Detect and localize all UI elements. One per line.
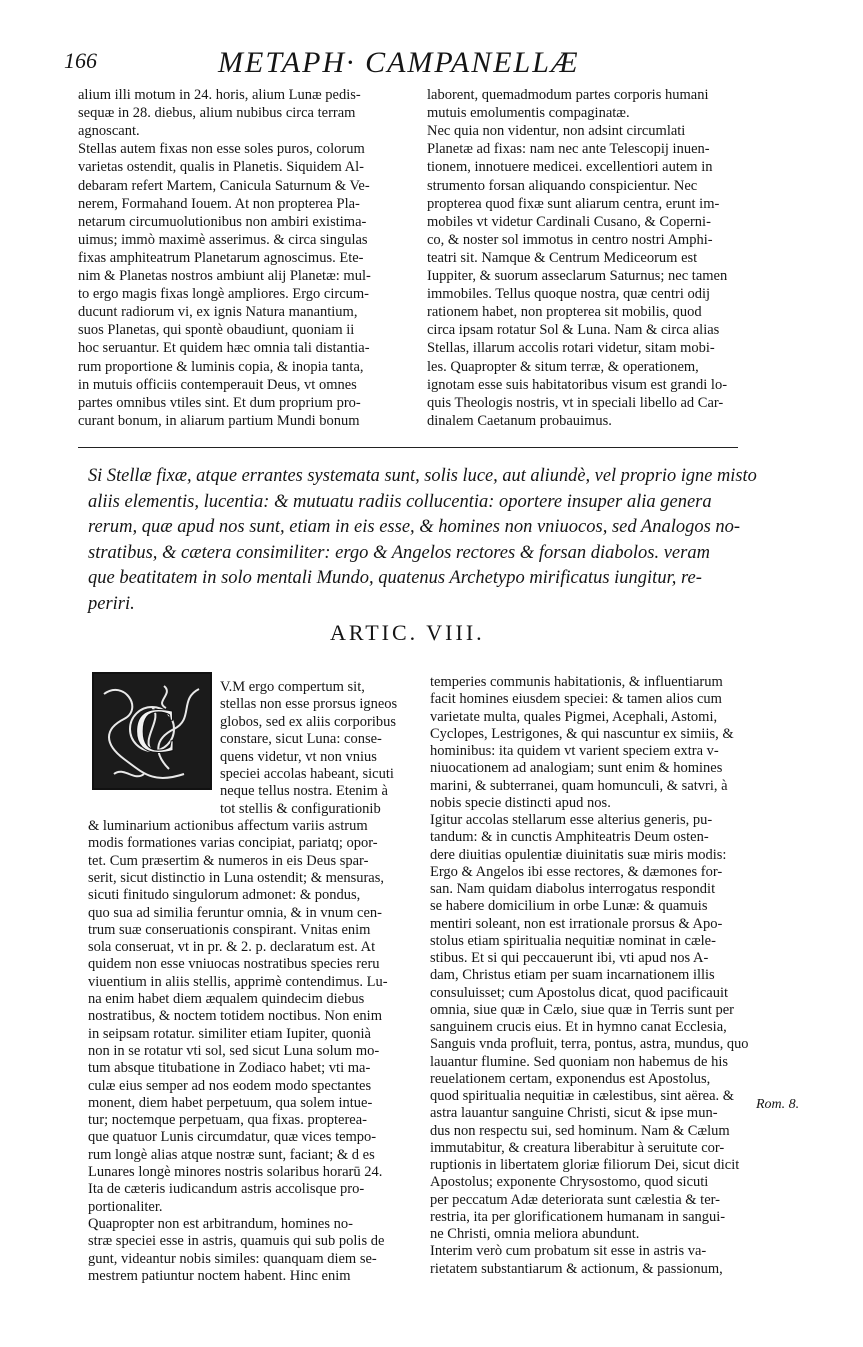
bottom-right-column-line: niuocationem ad analogiam; sunt enim & homines [430, 760, 723, 777]
top-left-column-line: nim & Planetas nostros ambiunt alij Planetæ: mul- [78, 268, 371, 284]
bottom-right-column-line: lauantur flumine. Sed quoniam non habemus de his [430, 1053, 729, 1070]
bottom-right-column-line: astra lauantur sanguine Christi, sicut & ipse mun- [430, 1105, 718, 1122]
article-heading: ARTIC. VIII. [330, 620, 485, 645]
top-left-column-line: in mutuis officiis contemperauit Deus, vt omnes [78, 376, 357, 393]
bottom-right-column-line: Apostolus; exponente Chrysostomo, quod sicuti [430, 1174, 709, 1191]
summary-line: que beatitatem in solo mentali Mundo, quatenus Archetypo mirificatus iungitur, re- [88, 568, 702, 589]
bottom-left-column-line: culæ eius semper ad nos eodem modo spectantes [88, 1077, 372, 1094]
bottom-right-column-line: stibus. Et si qui peccauerunt ibi, vti apud nos A- [430, 950, 709, 966]
top-right-column-line: quis Theologis nostris, vt in speciali libello ad Car- [427, 394, 724, 411]
top-left-column-line: uimus; immò maximè asserimus. & circa singulas [78, 231, 368, 248]
bottom-right-column-line: Cyclopes, Lestrigones, & qui nascuntur ex simiis, & [430, 725, 734, 742]
bottom-right-column-line: temperies communis habitationis, & influentiarum [430, 674, 723, 690]
bottom-left-column-line: trum suæ conseruationis conspirant. Vnitas enim [88, 921, 371, 938]
running-title: METAPH· CAMPANELLÆ [218, 46, 580, 79]
bottom-right-column-line: Interim verò cum probatum sit esse in astris va- [430, 1243, 707, 1260]
bottom-left-column-line: tum absque titubatione in Zodiaco habet; vti ma- [88, 1060, 371, 1077]
bottom-right-column-line: ne Christi, omnia meliora abundunt. [430, 1226, 640, 1242]
page-number: 166 [64, 48, 97, 73]
bottom-left-column-line: quo sua ad similia feruntur omnia, & in vnum cen- [88, 904, 382, 921]
bottom-right-column-line: hominibus: ita quidem vt varient speciem extra v- [430, 743, 719, 759]
top-left-column-line: partes omnibus vtiles sint. Et dum proprium pro- [78, 394, 361, 411]
bottom-right-column-line: dus non respectu sui, sed hominum. Nam & Cælum [430, 1122, 730, 1139]
bottom-left-column-line: in seipsam rotatur. similiter etiam Iupiter, quonià [88, 1025, 371, 1042]
bottom-left-column-line: na enim habet diem æqualem quindecim diebus [88, 991, 365, 1007]
bottom-right-column-line: dam, Christus etiam per suam incarnationem illis [430, 967, 715, 984]
bottom-right-column-line: sanguinem crucis eius. Et in hymno canat Ecclesia, [430, 1019, 727, 1035]
top-right-column-line: Stellas, illarum accolis rotari videtur, sitam mobi- [427, 340, 715, 357]
bottom-left-column-line: Quapropter non est arbitrandum, homines no- [88, 1215, 353, 1232]
summary-line: rerum, quæ apud nos sunt, etiam in eis esse, & homines non vniuocos, sed Analogos no- [88, 517, 741, 538]
summary-line: Si Stellæ fixæ, atque errantes systemata sunt, solis luce, aut aliundè, vel proprio igne misto [88, 466, 757, 486]
top-right-column-line: Planetæ ad fixas: nam nec ante Telescopij inuen- [427, 141, 710, 158]
bottom-left-column-line: Ita de cæteris iudicandum astris accolisque pro- [88, 1181, 365, 1198]
bottom-left-column-line: serit, sicut distinctio in Luna ostendit; & mensuras, [88, 869, 385, 886]
top-right-column-line: mobiles vt videtur Cardinali Cusano, & Coperni- [427, 213, 711, 230]
bottom-left-column-line: tet. Cum præsertim & numeros in eis Deus spar- [88, 852, 369, 869]
bottom-right-column-line: facit homines eiusdem speciei: & tamen alios cum [430, 691, 722, 708]
bottom-left-column-beside-initial-line: speciei accolas habeant, sicuti [220, 766, 394, 782]
bottom-right-column-line: per peccatum Adæ deteriorata sunt cælestia & ter- [430, 1191, 721, 1208]
top-right-column-line: strumento forsan aliquando conspicientur. Nec [427, 177, 698, 194]
decorated-initial-letter [92, 672, 212, 790]
bottom-left-column-beside-initial-line: V.M ergo compertum sit, [220, 679, 365, 695]
bottom-left-column-line: monent, diem habet perpetuum, qua solem intue- [88, 1094, 373, 1111]
bottom-left-column-line: sola conseruat, vt in pr. & 2. p. declaratum est. At [88, 939, 376, 956]
section-divider [78, 447, 738, 448]
top-left-column-line: agnoscant. [78, 123, 140, 140]
top-left-column-line: curant bonum, in aliarum partium Mundi bonum [78, 412, 360, 429]
margin-reference: Rom. 8. [756, 1097, 800, 1112]
bottom-left-column-line: modis formationes varias concipiat, pariatq; opor- [88, 835, 378, 852]
bottom-right-column-line: Igitur accolas stellarum esse alterius generis, pu- [430, 812, 713, 828]
top-right-column-line: co, & noster sol immotus in centro nostri Amphi- [427, 231, 713, 248]
summary-line: aliis elementis, lucentia: & mutuatu radiis collucentia: oportere insuper alia genera [88, 491, 712, 512]
bottom-right-column-line: reuelationem certam, exponendus est Apostolus, [430, 1070, 711, 1087]
top-left-column-line: to ergo magis fixas longè ampliores. Ergo circum- [78, 286, 370, 303]
summary-line: stratibus, & cætera consimiliter: ergo & Angelos rectores & forsan diabolos. veram [88, 542, 710, 563]
bottom-left-column-line: stræ speciei esse in astris, quamuis qui sub polis de [88, 1233, 385, 1250]
top-left-column-line: ducunt radiorum vi, ex ignis Natura manantium, [78, 304, 358, 321]
bottom-left-column-line: gunt, videantur nobis similes: quanquam diem se- [88, 1250, 377, 1267]
bottom-right-column-line: stolus etiam spiritualia nequitiæ nominat in cæle- [430, 932, 716, 949]
top-right-column-line: circa ipsam rotatur Sol & Luna. Nam & circa alias [427, 322, 720, 339]
bottom-left-column-line: Lunares longè minores nostris solaribus horarū 24. [88, 1164, 383, 1180]
floral-initial-ornament [94, 674, 212, 790]
top-right-column-line: laborent, quemadmodum partes corporis humani [427, 87, 709, 103]
bottom-right-column-line: omnia, siue quæ in Cælo, siue quæ in Terris sunt per [430, 1001, 735, 1018]
bottom-right-column-line: rietatem substantiarum & actionum, & passionum, [430, 1260, 723, 1277]
bottom-left-column-line: nostratibus, & noctem totidem noctibus. Non enim [88, 1008, 382, 1025]
bottom-left-column-line: portionaliter. [88, 1198, 163, 1215]
top-left-column-line: rum proportione & luminis copia, & inopia tanta, [78, 358, 364, 375]
bottom-right-column-line: se habere domicilium in orbe Lunæ: & quamuis [430, 898, 708, 915]
bottom-left-column-line: quidem non esse vniuocas nostratibus species reru [88, 956, 380, 973]
top-right-column-line: les. Quapropter & situm terræ, & operationem, [427, 358, 699, 375]
top-right-column-line: ignotam esse suis habitatoribus visum est grandi lo- [427, 376, 728, 393]
bottom-right-column-line: Ergo & Angelos ibi esse rectores, & dæmones for- [430, 863, 723, 880]
bottom-right-column-line: ruptionis in libertatem gloriæ filiorum Dei, sicut dicit [430, 1157, 740, 1173]
bottom-right-column-line: san. Nam quidam diabolus interrogatus respondit [430, 881, 716, 897]
bottom-left-column-beside-initial-line: globos, sed ex aliis corporibus [220, 713, 396, 730]
summary-line: periri. [88, 594, 135, 614]
bottom-right-column-line: marini, & subterranei, quam homunculi, & satvri, à [430, 777, 728, 794]
bottom-right-column-line: immutabitur, & creatura liberabitur à seruitute cor- [430, 1139, 725, 1156]
bottom-left-column-line: mestrem patiuntur noctem habent. Hinc enim [88, 1267, 351, 1284]
top-right-column-line: Iuppiter, & suorum asseclarum Saturnus; nec tamen [427, 268, 728, 284]
bottom-right-column-line: nobis specie distincti apud nos. [430, 794, 611, 811]
top-left-column-line: netarum circumuolutionibus non ambiri existima- [78, 213, 367, 230]
bottom-right-column-line: quod spiritualia nequitiæ in cælestibus, sint aërea. & [430, 1088, 735, 1104]
bottom-left-column-line: viuentium in aliis stellis, apprimè contendimus. Lu- [88, 973, 388, 990]
bottom-left-column-beside-initial-line: stellas non esse prorsus igneos [220, 696, 398, 713]
top-left-column-line: debaram refert Martem, Canicula Saturnum & Ve- [78, 177, 370, 194]
top-right-column-line: mutuis emolumentis compaginatæ. [427, 105, 630, 122]
bottom-right-column-line: dere diuitias opulentiæ diuinitatis suæ miris modis: [430, 846, 727, 863]
top-right-column-line: immobiles. Tellus quoque nostra, quæ centri odij [427, 286, 711, 303]
top-right-column-line: Nec quia non videntur, non adsint circumlati [427, 123, 686, 140]
bottom-left-column-beside-initial-line: quens videtur, vt non vnius [220, 748, 377, 765]
bottom-right-column-line: varietate multa, quales Pigmei, Acephali, Astomi, [430, 708, 718, 725]
top-left-column-line: varietas ostendit, qualis in Planetis. Siquidem Al- [78, 159, 364, 176]
bottom-left-column-line: sicuti finitudo singulorum admonet: & pondus, [88, 887, 361, 904]
top-left-column-line: Stellas autem fixas non esse soles puros, colorum [78, 141, 365, 158]
bottom-left-column-line: non in se rotatur vti sol, sed sicut Luna solum mo- [88, 1042, 380, 1059]
bottom-right-column-line: tandum: & in cunctis Amphiteatris Deum osten- [430, 829, 709, 846]
top-right-column-line: propterea quod fixæ sunt aliarum centra, erunt im- [427, 195, 720, 212]
top-left-column-line: nerem, Formahand Iouem. At non propterea Pla- [78, 195, 360, 212]
bottom-left-column-beside-initial-line: constare, sicut Luna: conse- [220, 731, 382, 748]
top-left-column-line: fixas amphiteatrum Planetarum agnoscimus. Ete- [78, 249, 364, 266]
bottom-left-column-line: & luminarium actionibus affectum variis astrum [88, 818, 368, 834]
top-left-column-line: sequæ in 28. diebus, alium nubibus circa terram [78, 105, 356, 122]
top-right-column-line: dinalem Caetanum probauimus. [427, 412, 612, 429]
top-left-column-line: hoc seruantur. Et quidem hæc omnia tali distantia- [78, 340, 370, 357]
bottom-left-column-beside-initial-line: neque tellus nostra. Etenim à [220, 783, 388, 800]
bottom-right-column-line: consuluisset; cum Apostolus dicat, quod pacificauit [430, 984, 729, 1001]
top-right-column-line: rationem habet, non propterea sit mobilis, quod [427, 304, 702, 321]
svg-text:C: C [134, 695, 177, 766]
bottom-left-column-line: que quatuor Lunis circumdatur, quæ vices tempo- [88, 1129, 377, 1146]
bottom-right-column-line: mentiri soleant, non est irrationale prorsus & Apo- [430, 915, 723, 932]
top-right-column-line: tionem, innotuere medicei. excellentiori autem in [427, 159, 713, 176]
top-left-column-line: alium illi motum in 24. horis, alium Lunæ pedis- [78, 87, 361, 103]
top-left-column-line: suos Planetas, qui spontè obaudiunt, quoniam ii [78, 322, 355, 339]
top-right-column-line: teatri sit. Namque & Centrum Mediceorum est [427, 249, 698, 266]
bottom-left-column-line: tur; noctemque perpetuam, qua fixas. propterea- [88, 1112, 368, 1129]
bottom-left-column-beside-initial-line: tot stellis & configurationib [220, 800, 381, 817]
bottom-right-column-line: restria, ita per glorificationem humanam in sangui- [430, 1208, 726, 1225]
bottom-right-column-line: Sanguis vnda profluit, terra, pontus, astra, mundus, quo [430, 1036, 749, 1053]
bottom-left-column-line: rum longè alias atque nostræ sunt, faciant; & d es [88, 1146, 375, 1163]
